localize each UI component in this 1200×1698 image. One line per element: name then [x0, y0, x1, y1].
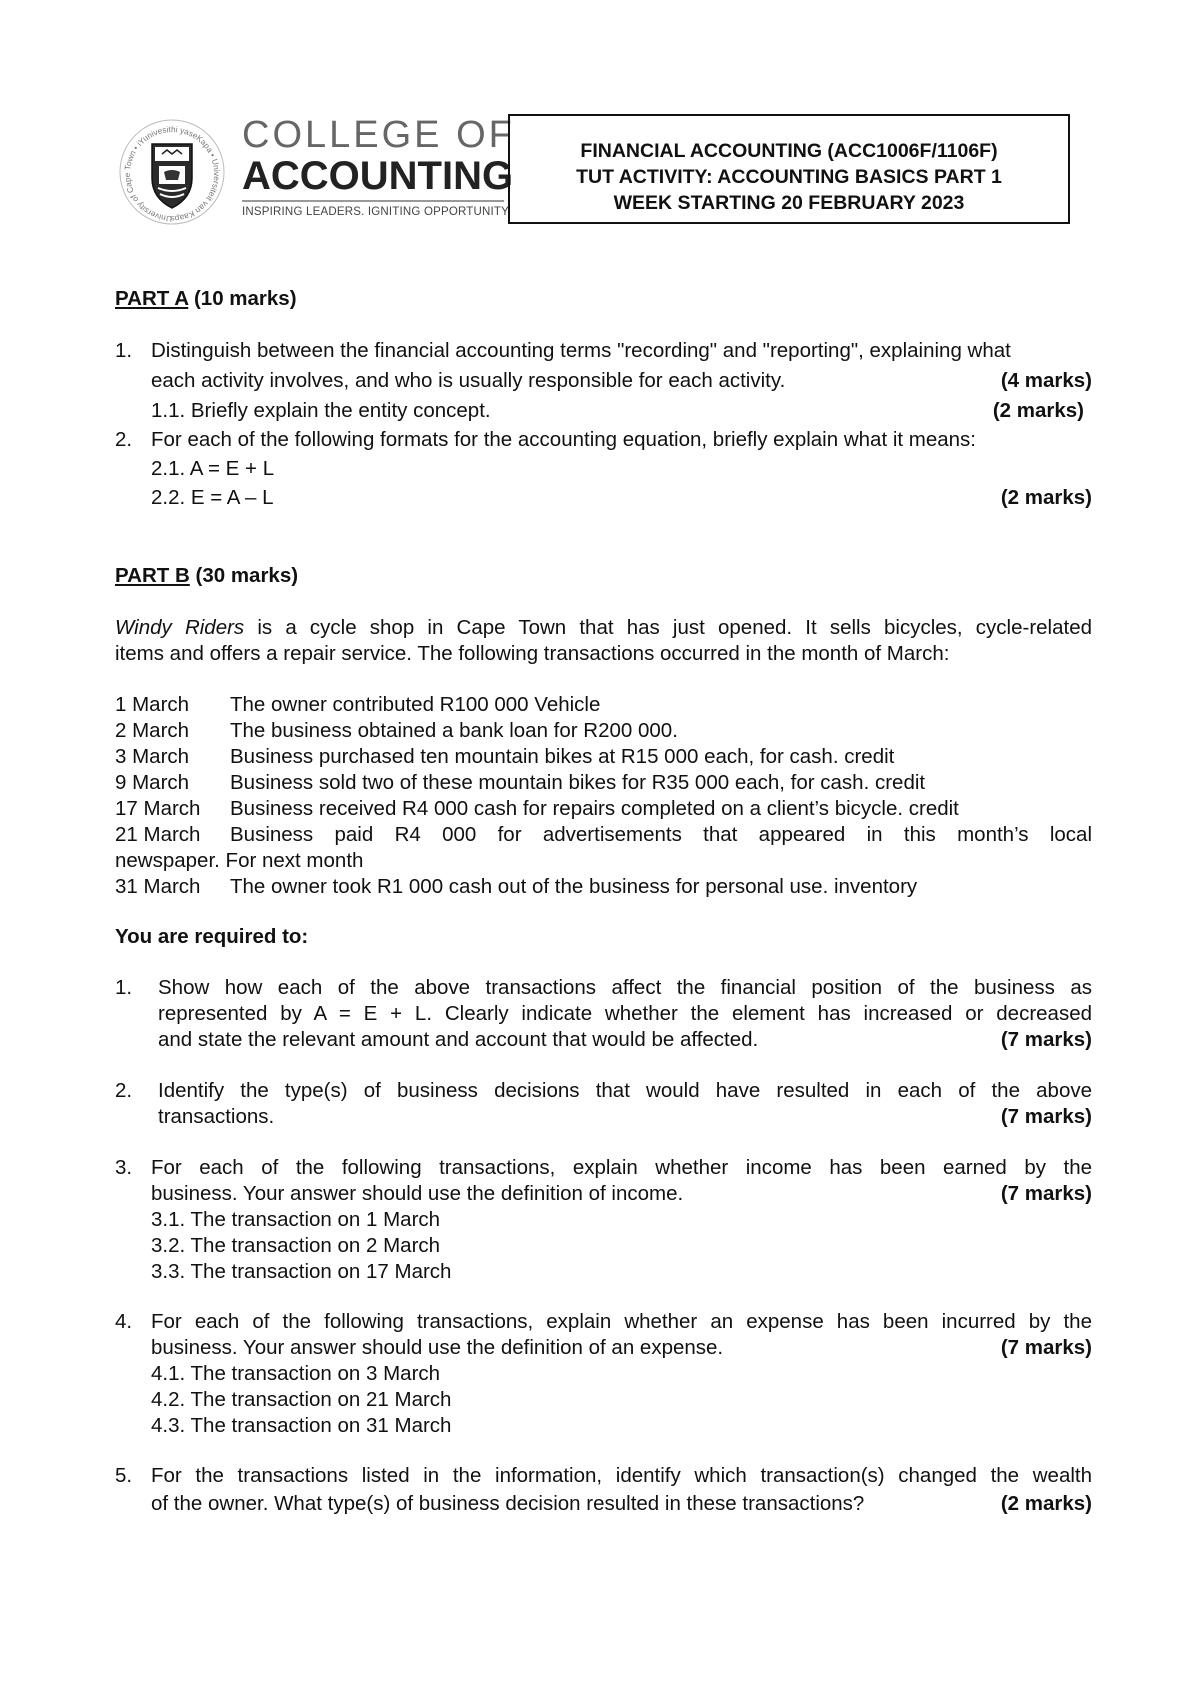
transaction-row: [115, 796, 1092, 822]
transaction-list: [115, 692, 1092, 900]
subquestion-text: 3.2. The transaction on 2 March: [151, 1234, 441, 1257]
subquestion-text: 4.3. The transaction on 31 March: [151, 1414, 452, 1437]
question-number: 2.: [115, 1079, 133, 1102]
transaction-date: 31 March: [115, 875, 201, 898]
question-marks: (7 marks): [1000, 1182, 1092, 1205]
question-number: 3.: [115, 1156, 133, 1179]
intro-text-line: is a cycle shop in Cape Town that has just opened. It sells bicycles, cycle-related: [244, 616, 1092, 639]
required-heading: You are required to:: [115, 925, 309, 948]
transaction-date: 2 March: [115, 719, 190, 742]
part-b-question-2: [115, 1078, 1092, 1130]
part-b-question-1: [115, 975, 1092, 1053]
subquestion-text: 3.1. The transaction on 1 March: [151, 1208, 441, 1231]
question-text-line: represented by A = E + L. Clearly indicate whether the element has increased or decreased: [158, 1002, 1092, 1025]
transaction-date: 3 March: [115, 745, 190, 768]
question-number: 2.: [115, 428, 133, 451]
transaction-text: The owner contributed R100 000 Vehicle: [230, 693, 601, 716]
activity-title: TUT ACTIVITY: ACCOUNTING BASICS PART 1: [576, 166, 1002, 188]
subquestion-text: 4.1. The transaction on 3 March: [151, 1362, 441, 1385]
question-text-line: For each of the following formats for the accounting equation, briefly explain what it means:: [151, 428, 977, 451]
question-marks: (7 marks): [1000, 1028, 1092, 1051]
part-b-heading: [115, 563, 298, 589]
question-text-line: Distinguish between the financial accounting terms "recording" and "reporting", explaining what: [151, 339, 1011, 362]
part-a-heading: [115, 286, 297, 312]
part-a-marks: (10 marks): [193, 287, 297, 310]
question-text-line: transactions.: [158, 1105, 275, 1128]
transaction-date: 17 March: [115, 797, 201, 820]
seal-ring-text: University of Cape Town • iYunivesithi yaseKapa • Universiteit van Kaaps: [123, 124, 222, 224]
question-marks: (7 marks): [1000, 1336, 1092, 1359]
question-marks: (2 marks): [1000, 486, 1092, 509]
part-a-question-2-2: [151, 485, 1092, 511]
logo-line-2: ACCOUNTING: [242, 154, 514, 198]
transaction-date: 1 March: [115, 693, 190, 716]
transaction-date: 21 March: [115, 823, 201, 846]
transaction-row: [115, 744, 1092, 770]
transaction-text: The owner took R1 000 cash out of the business for personal use. inventory: [230, 875, 918, 898]
week-title: WEEK STARTING 20 FEBRUARY 2023: [613, 192, 965, 214]
logo-tagline: INSPIRING LEADERS. IGNITING OPPORTUNITY: [242, 206, 510, 218]
transaction-row: [115, 718, 1092, 744]
transaction-text: Business paid R4 000 for advertisements that appeared in this month’s local: [230, 823, 1092, 846]
business-name: Windy Riders: [115, 616, 245, 639]
transaction-text: newspaper. For next month: [115, 849, 364, 872]
question-marks: (7 marks): [1000, 1105, 1092, 1128]
university-seal-logo: [112, 116, 232, 228]
question-text-line: For each of the following transactions, explain whether an expense has been incurred by the: [151, 1310, 1092, 1333]
question-number: 5.: [115, 1464, 133, 1487]
question-marks: (2 marks): [1000, 1492, 1092, 1515]
question-marks: (2 marks): [992, 399, 1084, 422]
question-number: 4.: [115, 1310, 133, 1333]
subquestion-text: 1.1. Briefly explain the entity concept.: [151, 399, 491, 422]
transaction-text: The business obtained a bank loan for R200 000.: [230, 719, 678, 742]
question-text-line: Identify the type(s) of business decisions that would have resulted in each of the above: [158, 1079, 1092, 1102]
transaction-row: [115, 874, 1092, 900]
transaction-row: [115, 770, 1092, 796]
question-text-line: For each of the following transactions, explain whether income has been earned by the: [151, 1156, 1092, 1179]
question-text-line: of the owner. What type(s) of business decision resulted in these transactions?: [151, 1492, 865, 1515]
subquestion-text: 2.2. E = A – L: [151, 486, 274, 509]
transaction-row: [115, 822, 1092, 848]
transaction-row: [115, 692, 1092, 718]
transaction-text: Business sold two of these mountain bikes for R35 000 each, for cash. credit: [230, 771, 926, 794]
part-b-label: PART B: [115, 564, 190, 587]
part-b-question-3: [115, 1155, 1092, 1285]
question-text-line: Show how each of the above transactions affect the financial position of the business as: [158, 976, 1092, 999]
part-b-intro: [115, 615, 1092, 667]
transaction-date: 9 March: [115, 771, 190, 794]
part-a-question-2-1: 2.1. A = E + L: [151, 457, 275, 480]
question-number: 1.: [115, 976, 133, 999]
transaction-text: Business purchased ten mountain bikes at R15 000 each, for cash. credit: [230, 745, 895, 768]
document-title-box: [508, 114, 1070, 224]
intro-text-line: items and offers a repair service. The following transactions occurred in the month of March:: [115, 642, 950, 665]
logo-divider: [242, 200, 504, 202]
question-text-line: business. Your answer should use the definition of an expense.: [151, 1336, 724, 1359]
part-a-question-1: [115, 338, 1092, 390]
question-number: 1.: [115, 339, 133, 362]
college-logo: [242, 114, 515, 220]
subquestion-text: 4.2. The transaction on 21 March: [151, 1388, 452, 1411]
subquestion-text: 3.3. The transaction on 17 March: [151, 1260, 452, 1283]
question-text-line: business. Your answer should use the definition of income.: [151, 1182, 684, 1205]
part-b-question-4: [115, 1309, 1092, 1439]
transaction-row-continued: [115, 848, 1092, 874]
logo-line-1: COLLEGE OF: [242, 114, 515, 156]
question-text-line: For the transactions listed in the information, identify which transaction(s) changed the wealth: [151, 1464, 1092, 1487]
question-marks: (4 marks): [1000, 369, 1092, 392]
part-a-label: PART A: [115, 287, 189, 310]
part-b-marks: (30 marks): [195, 564, 299, 587]
part-a-question-1-1: [151, 398, 1084, 424]
course-title: FINANCIAL ACCOUNTING (ACC1006F/1106F): [580, 140, 998, 162]
part-b-question-5: [115, 1463, 1092, 1519]
question-text-line: and state the relevant amount and account that would be affected.: [158, 1028, 759, 1051]
question-text-line: each activity involves, and who is usually responsible for each activity.: [151, 369, 786, 392]
transaction-text: Business received R4 000 cash for repairs completed on a client’s bicycle. credit: [230, 797, 959, 820]
